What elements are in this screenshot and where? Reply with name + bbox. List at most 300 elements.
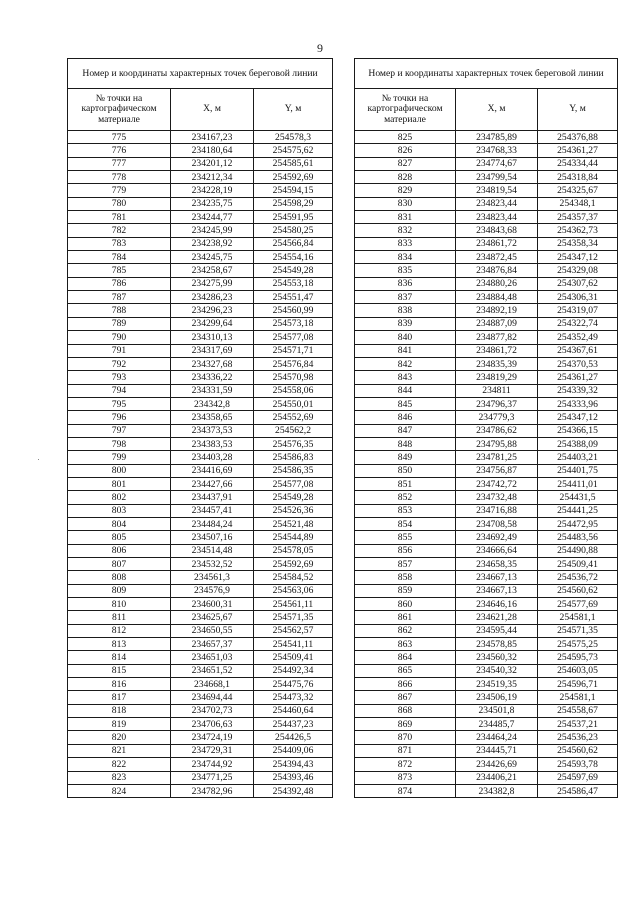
point-number-cell: 787 xyxy=(68,291,171,304)
y-coordinate-cell: 254376,88 xyxy=(538,131,618,144)
y-coordinate-cell: 254586,35 xyxy=(254,464,333,477)
y-coordinate-cell: 254594,15 xyxy=(254,184,333,197)
y-coordinate-cell: 254593,78 xyxy=(538,758,618,771)
y-coordinate-cell: 254536,23 xyxy=(538,731,618,744)
table-row xyxy=(68,277,333,290)
y-coordinate-cell: 254598,29 xyxy=(254,197,333,210)
x-coordinate-cell: 234716,88 xyxy=(456,504,538,517)
x-coordinate-cell: 234507,16 xyxy=(171,531,254,544)
point-number-cell: 845 xyxy=(355,397,456,410)
table-row xyxy=(68,584,333,597)
point-number-cell: 855 xyxy=(355,531,456,544)
table-row xyxy=(355,211,618,224)
point-number-cell: 796 xyxy=(68,411,171,424)
x-coordinate-cell: 234286,23 xyxy=(171,291,254,304)
y-coordinate-cell: 254306,31 xyxy=(538,291,618,304)
point-number-cell: 775 xyxy=(68,131,171,144)
x-coordinate-cell: 234880,26 xyxy=(456,277,538,290)
y-coordinate-cell: 254592,69 xyxy=(254,558,333,571)
point-number-cell: 799 xyxy=(68,451,171,464)
y-coordinate-cell: 254575,62 xyxy=(254,144,333,157)
x-coordinate-cell: 234561,3 xyxy=(171,571,254,584)
point-number-cell: 782 xyxy=(68,224,171,237)
table-row xyxy=(355,598,618,611)
point-number-cell: 781 xyxy=(68,211,171,224)
x-coordinate-cell: 234403,28 xyxy=(171,451,254,464)
table-row xyxy=(355,424,618,437)
table-row xyxy=(355,544,618,557)
table-row xyxy=(68,651,333,664)
y-coordinate-cell: 254558,06 xyxy=(254,384,333,397)
y-coordinate-cell: 254352,49 xyxy=(538,331,618,344)
x-coordinate-cell: 234872,45 xyxy=(456,251,538,264)
point-number-cell: 802 xyxy=(68,491,171,504)
y-coordinate-cell: 254584,52 xyxy=(254,571,333,584)
x-coordinate-cell: 234657,37 xyxy=(171,638,254,651)
point-number-cell: 793 xyxy=(68,371,171,384)
point-number-cell: 842 xyxy=(355,357,456,370)
x-coordinate-cell: 234732,48 xyxy=(456,491,538,504)
x-coordinate-cell: 234742,72 xyxy=(456,477,538,490)
x-coordinate-cell: 234485,7 xyxy=(456,718,538,731)
point-number-cell: 835 xyxy=(355,264,456,277)
point-number-cell: 832 xyxy=(355,224,456,237)
y-coordinate-cell: 254566,84 xyxy=(254,237,333,250)
x-coordinate-cell: 234786,62 xyxy=(456,424,538,437)
x-coordinate-cell: 234167,23 xyxy=(171,131,254,144)
x-coordinate-cell: 234235,75 xyxy=(171,197,254,210)
table-row xyxy=(68,678,333,691)
x-coordinate-cell: 234796,37 xyxy=(456,397,538,410)
y-coordinate-cell: 254577,69 xyxy=(538,598,618,611)
y-coordinate-cell: 254576,35 xyxy=(254,437,333,450)
y-coordinate-cell: 254362,73 xyxy=(538,224,618,237)
x-coordinate-cell: 234621,28 xyxy=(456,611,538,624)
table-row xyxy=(68,184,333,197)
x-coordinate-cell: 234702,73 xyxy=(171,704,254,717)
table-row xyxy=(355,731,618,744)
x-coordinate-cell: 234416,69 xyxy=(171,464,254,477)
x-coordinate-cell: 234427,66 xyxy=(171,477,254,490)
table-row xyxy=(68,477,333,490)
x-coordinate-cell: 234406,21 xyxy=(456,771,538,784)
x-coordinate-cell: 234876,84 xyxy=(456,264,538,277)
y-coordinate-cell: 254492,34 xyxy=(254,664,333,677)
table-row xyxy=(68,691,333,704)
x-coordinate-cell: 234819,29 xyxy=(456,371,538,384)
y-coordinate-cell: 254549,28 xyxy=(254,491,333,504)
table-row xyxy=(68,744,333,757)
point-number-cell: 859 xyxy=(355,584,456,597)
y-coordinate-cell: 254483,56 xyxy=(538,531,618,544)
table-row xyxy=(68,718,333,731)
table-row xyxy=(355,157,618,170)
y-coordinate-cell: 254560,99 xyxy=(254,304,333,317)
table-row xyxy=(355,784,618,797)
point-number-cell: 815 xyxy=(68,664,171,677)
point-number-cell: 788 xyxy=(68,304,171,317)
table-row xyxy=(355,531,618,544)
y-coordinate-cell: 254571,35 xyxy=(254,611,333,624)
table-row xyxy=(355,371,618,384)
table-row xyxy=(68,771,333,784)
point-number-cell: 873 xyxy=(355,771,456,784)
point-number-cell: 851 xyxy=(355,477,456,490)
point-number-cell: 816 xyxy=(68,678,171,691)
col-header-y: Y, м xyxy=(538,89,618,131)
y-coordinate-cell: 254394,43 xyxy=(254,758,333,771)
point-number-cell: 785 xyxy=(68,264,171,277)
y-coordinate-cell: 254322,74 xyxy=(538,317,618,330)
y-coordinate-cell: 254392,48 xyxy=(254,784,333,797)
point-number-cell: 776 xyxy=(68,144,171,157)
point-number-cell: 818 xyxy=(68,704,171,717)
x-coordinate-cell: 234506,19 xyxy=(456,691,538,704)
table-row xyxy=(68,171,333,184)
y-coordinate-cell: 254370,53 xyxy=(538,357,618,370)
point-number-cell: 786 xyxy=(68,277,171,290)
x-coordinate-cell: 234540,32 xyxy=(456,664,538,677)
y-coordinate-cell: 254581,1 xyxy=(538,691,618,704)
table-row xyxy=(68,558,333,571)
y-coordinate-cell: 254597,69 xyxy=(538,771,618,784)
point-number-cell: 820 xyxy=(68,731,171,744)
table-row xyxy=(68,758,333,771)
table-row xyxy=(355,477,618,490)
x-coordinate-cell: 234892,19 xyxy=(456,304,538,317)
point-number-cell: 861 xyxy=(355,611,456,624)
x-coordinate-cell: 234729,31 xyxy=(171,744,254,757)
table-row xyxy=(355,691,618,704)
x-coordinate-cell: 234464,24 xyxy=(456,731,538,744)
point-number-cell: 806 xyxy=(68,544,171,557)
x-coordinate-cell: 234694,44 xyxy=(171,691,254,704)
table-row xyxy=(68,531,333,544)
point-number-cell: 779 xyxy=(68,184,171,197)
table-row xyxy=(355,237,618,250)
point-number-cell: 813 xyxy=(68,638,171,651)
x-coordinate-cell: 234310,13 xyxy=(171,331,254,344)
x-coordinate-cell: 234358,65 xyxy=(171,411,254,424)
table-row xyxy=(68,224,333,237)
table-row xyxy=(68,598,333,611)
y-coordinate-cell: 254552,69 xyxy=(254,411,333,424)
point-number-cell: 872 xyxy=(355,758,456,771)
table-row xyxy=(68,357,333,370)
x-coordinate-cell: 234595,44 xyxy=(456,624,538,637)
point-number-cell: 847 xyxy=(355,424,456,437)
x-coordinate-cell: 234336,22 xyxy=(171,371,254,384)
y-coordinate-cell: 254472,95 xyxy=(538,517,618,530)
y-coordinate-cell: 254426,5 xyxy=(254,731,333,744)
y-coordinate-cell: 254577,08 xyxy=(254,331,333,344)
y-coordinate-cell: 254554,16 xyxy=(254,251,333,264)
table-row xyxy=(68,291,333,304)
x-coordinate-cell: 234245,75 xyxy=(171,251,254,264)
point-number-cell: 862 xyxy=(355,624,456,637)
table-row xyxy=(68,317,333,330)
table-row xyxy=(68,371,333,384)
y-coordinate-cell: 254571,71 xyxy=(254,344,333,357)
y-coordinate-cell: 254347,12 xyxy=(538,251,618,264)
x-coordinate-cell: 234646,16 xyxy=(456,598,538,611)
y-coordinate-cell: 254347,12 xyxy=(538,411,618,424)
point-number-cell: 863 xyxy=(355,638,456,651)
x-coordinate-cell: 234560,32 xyxy=(456,651,538,664)
y-coordinate-cell: 254388,09 xyxy=(538,437,618,450)
y-coordinate-cell: 254357,37 xyxy=(538,211,618,224)
x-coordinate-cell: 234331,59 xyxy=(171,384,254,397)
x-coordinate-cell: 234342,8 xyxy=(171,397,254,410)
table-row xyxy=(355,571,618,584)
y-coordinate-cell: 254581,1 xyxy=(538,611,618,624)
x-coordinate-cell: 234768,33 xyxy=(456,144,538,157)
table-row xyxy=(355,264,618,277)
point-number-cell: 837 xyxy=(355,291,456,304)
point-number-cell: 812 xyxy=(68,624,171,637)
y-coordinate-cell: 254431,5 xyxy=(538,491,618,504)
x-coordinate-cell: 234887,09 xyxy=(456,317,538,330)
y-coordinate-cell: 254578,05 xyxy=(254,544,333,557)
x-coordinate-cell: 234785,89 xyxy=(456,131,538,144)
y-coordinate-cell: 254401,75 xyxy=(538,464,618,477)
x-coordinate-cell: 234275,99 xyxy=(171,277,254,290)
table-row xyxy=(68,251,333,264)
point-number-cell: 834 xyxy=(355,251,456,264)
x-coordinate-cell: 234724,19 xyxy=(171,731,254,744)
x-coordinate-cell: 234668,1 xyxy=(171,678,254,691)
y-coordinate-cell: 254536,72 xyxy=(538,571,618,584)
point-number-cell: 871 xyxy=(355,744,456,757)
y-coordinate-cell: 254307,62 xyxy=(538,277,618,290)
x-coordinate-cell: 234843,68 xyxy=(456,224,538,237)
coordinates-table-right xyxy=(354,58,618,798)
y-coordinate-cell: 254596,71 xyxy=(538,678,618,691)
x-coordinate-cell: 234382,8 xyxy=(456,784,538,797)
y-coordinate-cell: 254521,48 xyxy=(254,517,333,530)
x-coordinate-cell: 234244,77 xyxy=(171,211,254,224)
point-number-cell: 836 xyxy=(355,277,456,290)
y-coordinate-cell: 254591,95 xyxy=(254,211,333,224)
point-number-cell: 868 xyxy=(355,704,456,717)
table-row xyxy=(68,144,333,157)
y-coordinate-cell: 254475,76 xyxy=(254,678,333,691)
scan-speck xyxy=(38,459,39,460)
y-coordinate-cell: 254361,27 xyxy=(538,144,618,157)
point-number-cell: 777 xyxy=(68,157,171,170)
table-row xyxy=(355,291,618,304)
table-row xyxy=(355,491,618,504)
point-number-cell: 853 xyxy=(355,504,456,517)
coordinates-table-left xyxy=(67,58,333,798)
y-coordinate-cell: 254393,46 xyxy=(254,771,333,784)
x-coordinate-cell: 234201,12 xyxy=(171,157,254,170)
y-coordinate-cell: 254580,25 xyxy=(254,224,333,237)
table-row xyxy=(68,464,333,477)
point-number-cell: 794 xyxy=(68,384,171,397)
point-number-cell: 850 xyxy=(355,464,456,477)
x-coordinate-cell: 234228,19 xyxy=(171,184,254,197)
point-number-cell: 801 xyxy=(68,477,171,490)
y-coordinate-cell: 254585,61 xyxy=(254,157,333,170)
table-row xyxy=(355,664,618,677)
table-row xyxy=(355,611,618,624)
table-row xyxy=(355,678,618,691)
point-number-cell: 846 xyxy=(355,411,456,424)
table-row xyxy=(68,264,333,277)
x-coordinate-cell: 234532,52 xyxy=(171,558,254,571)
point-number-cell: 808 xyxy=(68,571,171,584)
col-header-point-number: № точки на картографическом материале xyxy=(355,89,456,131)
y-coordinate-cell: 254319,07 xyxy=(538,304,618,317)
x-coordinate-cell: 234650,55 xyxy=(171,624,254,637)
table-row xyxy=(68,344,333,357)
point-number-cell: 814 xyxy=(68,651,171,664)
point-number-cell: 783 xyxy=(68,237,171,250)
y-coordinate-cell: 254441,25 xyxy=(538,504,618,517)
x-coordinate-cell: 234658,35 xyxy=(456,558,538,571)
table-row xyxy=(68,304,333,317)
table-row xyxy=(355,171,618,184)
x-coordinate-cell: 234317,69 xyxy=(171,344,254,357)
table-row xyxy=(355,277,618,290)
y-coordinate-cell: 254358,34 xyxy=(538,237,618,250)
table-row xyxy=(355,464,618,477)
point-number-cell: 839 xyxy=(355,317,456,330)
point-number-cell: 848 xyxy=(355,437,456,450)
table-row xyxy=(355,504,618,517)
table-row xyxy=(355,131,618,144)
y-coordinate-cell: 254411,01 xyxy=(538,477,618,490)
y-coordinate-cell: 254334,44 xyxy=(538,157,618,170)
x-coordinate-cell: 234774,67 xyxy=(456,157,538,170)
x-coordinate-cell: 234445,71 xyxy=(456,744,538,757)
point-number-cell: 852 xyxy=(355,491,456,504)
y-coordinate-cell: 254403,21 xyxy=(538,451,618,464)
y-coordinate-cell: 254573,18 xyxy=(254,317,333,330)
y-coordinate-cell: 254526,36 xyxy=(254,504,333,517)
y-coordinate-cell: 254578,3 xyxy=(254,131,333,144)
table-row xyxy=(355,197,618,210)
y-coordinate-cell: 254509,41 xyxy=(254,651,333,664)
y-coordinate-cell: 254595,73 xyxy=(538,651,618,664)
point-number-cell: 824 xyxy=(68,784,171,797)
table-row xyxy=(355,331,618,344)
x-coordinate-cell: 234299,64 xyxy=(171,317,254,330)
point-number-cell: 831 xyxy=(355,211,456,224)
point-number-cell: 828 xyxy=(355,171,456,184)
table-row xyxy=(355,651,618,664)
point-number-cell: 778 xyxy=(68,171,171,184)
y-coordinate-cell: 254551,47 xyxy=(254,291,333,304)
table-row xyxy=(355,584,618,597)
x-coordinate-cell: 234706,63 xyxy=(171,718,254,731)
y-coordinate-cell: 254563,06 xyxy=(254,584,333,597)
y-coordinate-cell: 254571,35 xyxy=(538,624,618,637)
point-number-cell: 849 xyxy=(355,451,456,464)
table-row xyxy=(68,411,333,424)
table-row xyxy=(68,571,333,584)
col-header-point-number: № точки на картографическом материале xyxy=(68,89,171,131)
point-number-cell: 800 xyxy=(68,464,171,477)
x-coordinate-cell: 234666,64 xyxy=(456,544,538,557)
x-coordinate-cell: 234578,85 xyxy=(456,638,538,651)
point-number-cell: 830 xyxy=(355,197,456,210)
point-number-cell: 838 xyxy=(355,304,456,317)
point-number-cell: 803 xyxy=(68,504,171,517)
y-coordinate-cell: 254509,41 xyxy=(538,558,618,571)
y-coordinate-cell: 254570,98 xyxy=(254,371,333,384)
point-number-cell: 792 xyxy=(68,357,171,370)
x-coordinate-cell: 234600,31 xyxy=(171,598,254,611)
table-row xyxy=(68,624,333,637)
point-number-cell: 867 xyxy=(355,691,456,704)
table-row xyxy=(355,357,618,370)
point-number-cell: 870 xyxy=(355,731,456,744)
col-header-x: X, м xyxy=(456,89,538,131)
x-coordinate-cell: 234781,25 xyxy=(456,451,538,464)
table-row xyxy=(68,437,333,450)
point-number-cell: 809 xyxy=(68,584,171,597)
table-row xyxy=(68,384,333,397)
table-row xyxy=(355,451,618,464)
table-row xyxy=(355,771,618,784)
table-row xyxy=(355,638,618,651)
x-coordinate-cell: 234782,96 xyxy=(171,784,254,797)
point-number-cell: 789 xyxy=(68,317,171,330)
x-coordinate-cell: 234756,87 xyxy=(456,464,538,477)
y-coordinate-cell: 254560,62 xyxy=(538,584,618,597)
y-coordinate-cell: 254553,18 xyxy=(254,277,333,290)
x-coordinate-cell: 234779,3 xyxy=(456,411,538,424)
y-coordinate-cell: 254329,08 xyxy=(538,264,618,277)
table-row xyxy=(355,344,618,357)
x-coordinate-cell: 234667,13 xyxy=(456,584,538,597)
y-coordinate-cell: 254541,11 xyxy=(254,638,333,651)
table-row xyxy=(68,211,333,224)
point-number-cell: 864 xyxy=(355,651,456,664)
point-number-cell: 798 xyxy=(68,437,171,450)
table-row xyxy=(68,491,333,504)
table-row xyxy=(355,704,618,717)
point-number-cell: 819 xyxy=(68,718,171,731)
table-row xyxy=(355,251,618,264)
table-row xyxy=(355,144,618,157)
x-coordinate-cell: 234651,03 xyxy=(171,651,254,664)
y-coordinate-cell: 254544,89 xyxy=(254,531,333,544)
point-number-cell: 869 xyxy=(355,718,456,731)
y-coordinate-cell: 254473,32 xyxy=(254,691,333,704)
x-coordinate-cell: 234625,67 xyxy=(171,611,254,624)
table-row xyxy=(68,397,333,410)
table-row xyxy=(68,237,333,250)
point-number-cell: 807 xyxy=(68,558,171,571)
point-number-cell: 790 xyxy=(68,331,171,344)
point-number-cell: 825 xyxy=(355,131,456,144)
table-row xyxy=(355,758,618,771)
point-number-cell: 822 xyxy=(68,758,171,771)
table-row xyxy=(68,504,333,517)
x-coordinate-cell: 234823,44 xyxy=(456,197,538,210)
y-coordinate-cell: 254562,2 xyxy=(254,424,333,437)
table-row xyxy=(355,184,618,197)
y-coordinate-cell: 254603,05 xyxy=(538,664,618,677)
table-row xyxy=(68,731,333,744)
point-number-cell: 854 xyxy=(355,517,456,530)
x-coordinate-cell: 234651,52 xyxy=(171,664,254,677)
y-coordinate-cell: 254575,25 xyxy=(538,638,618,651)
point-number-cell: 797 xyxy=(68,424,171,437)
